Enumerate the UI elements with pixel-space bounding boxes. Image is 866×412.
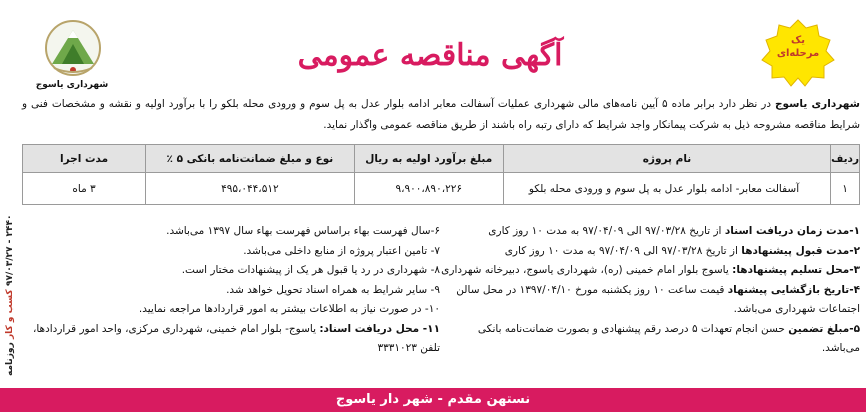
condition-text: حسن انجام تعهدات ۵ درصد رقم پیشنهادی و بصورت ضمانت‌نامه بانکی می‌باشد. bbox=[477, 322, 860, 354]
condition-text: از تاریخ ۹۷/۰۳/۲۸ الی ۹۷/۰۴/۰۹ به مدت ۱۰ روز کاری bbox=[488, 225, 725, 237]
condition-label: ۵-مبلغ تضمین bbox=[788, 322, 860, 335]
newspaper-prefix: روزنامه bbox=[5, 341, 15, 376]
badge-line-2: مرحله‌ای bbox=[776, 48, 820, 59]
condition-label: ۱-مدت زمان دریافت اسناد bbox=[724, 225, 860, 237]
condition-text: ۷- تامین اعتبار پروژه از منابع داخلی می‌باشد. bbox=[243, 244, 440, 257]
project-table bbox=[22, 144, 860, 205]
condition-text: یاسوج بلوار امام خمینی (ره)، شهرداری یاسوج، دبیرخانه شهرداری bbox=[441, 264, 733, 276]
condition-item bbox=[22, 242, 440, 262]
condition-item bbox=[22, 222, 440, 242]
signature-footer: نستهن مقدم - شهر دار یاسوج bbox=[0, 388, 866, 412]
condition-text: یاسوج- بلوار امام خمینی، شهرداری مرکزی، واحد امور قراردادها، تلفن ۳۳۳۱۰۲۳ bbox=[32, 322, 440, 354]
condition-item bbox=[22, 320, 440, 359]
conditions-right-column bbox=[440, 222, 860, 359]
condition-label: ۱۱- محل دریافت اسناد: bbox=[319, 322, 440, 335]
intro-paragraph bbox=[22, 94, 860, 136]
newspaper-reference-strip bbox=[2, 180, 18, 410]
intro-text: در نظر دارد برابر ماده ۵ آیین نامه‌های مالی شهرداری عملیات آسفالت معابر ادامه بلوار عدل به پل سوم و ورودی محله بلکو را با برآورد اولیه و نقشه و مشخصات فنی و شرایط مناقصه مشروحه ذیل به شرکت پیمانکار واجد شرایط که دارای رتبه راه باشند از طریق مناقصه عمومی واگذار نماید. bbox=[22, 98, 860, 131]
condition-item bbox=[440, 281, 860, 320]
table-row bbox=[23, 173, 860, 205]
condition-text: ۶-سال فهرست بهاء براساس فهرست بهاء سال ۱۳۹۷ می‌باشد. bbox=[166, 225, 440, 237]
page-title: آگهی مناقصه عمومی bbox=[297, 38, 563, 73]
cell-row-number: ۱ bbox=[831, 173, 860, 205]
badge-text bbox=[756, 34, 840, 60]
header-bank-guarantee: نوع و مبلغ ضمانت‌نامه بانکی ۵ ٪ bbox=[146, 145, 355, 173]
condition-item bbox=[22, 300, 440, 320]
cell-initial-estimate: ۹،۹۰۰،۸۹۰،۲۲۶ bbox=[354, 173, 503, 205]
condition-text: ۸- شهرداری در رد یا قبول هر یک از پیشنهادات مختار است. bbox=[181, 264, 440, 276]
condition-item bbox=[22, 281, 440, 301]
condition-text: ۱۰- در صورت نیاز به اطلاعات بیشتر به امور قراردادها مراجعه نمایید. bbox=[138, 303, 440, 315]
cell-duration: ۳ ماه bbox=[23, 173, 146, 205]
cell-project-name: آسفالت معابر- ادامه بلوار عدل به پل سوم و ورودی محله بلکو bbox=[503, 173, 830, 205]
condition-item bbox=[440, 222, 860, 242]
condition-label: ۲-مدت قبول پیشنهادها bbox=[741, 244, 860, 257]
condition-label: ۳-محل تسلیم پیشنهادها: bbox=[732, 264, 860, 276]
newspaper-date-number: ۹۷/۰۳/۲۷ - ۲۴۴۰ bbox=[5, 214, 15, 286]
newspaper-name: کسب و کار bbox=[5, 289, 15, 339]
condition-item bbox=[440, 261, 860, 281]
conditions-left-column bbox=[22, 222, 440, 359]
condition-text: ۹- سایر شرایط به همراه اسناد تحویل خواهد شد. bbox=[226, 283, 440, 296]
condition-item bbox=[440, 320, 860, 359]
header-initial-estimate: مبلغ برآورد اولیه به ریال bbox=[354, 145, 503, 173]
condition-label: ۴-تاریخ بازگشایی پیشنهاد bbox=[727, 283, 860, 296]
table-header-row bbox=[23, 145, 860, 173]
logo-label: شهرداری یاسوج bbox=[35, 80, 109, 90]
condition-item bbox=[22, 261, 440, 281]
badge-line-1: یک bbox=[791, 35, 805, 46]
condition-item bbox=[440, 242, 860, 262]
intro-lead: شهرداری یاسوج bbox=[774, 98, 860, 110]
condition-text: از تاریخ ۹۷/۰۳/۲۸ الی ۹۷/۰۴/۰۹ به مدت ۱۰ روز کاری bbox=[504, 244, 742, 257]
municipality-logo-icon bbox=[38, 18, 108, 80]
header-project-name: نام پروژه bbox=[503, 145, 830, 173]
header-row-number: ردیف bbox=[831, 145, 860, 173]
condition-text: قیمت ساعت ۱۰ روز یکشنبه مورخ ۱۳۹۷/۰۴/۱۰ در محل سالن اجتماعات شهرداری می‌باشد. bbox=[456, 283, 860, 315]
cell-bank-guarantee: ۴۹۵،۰۴۴،۵۱۲ bbox=[146, 173, 355, 205]
header-duration: مدت اجرا bbox=[23, 145, 146, 173]
